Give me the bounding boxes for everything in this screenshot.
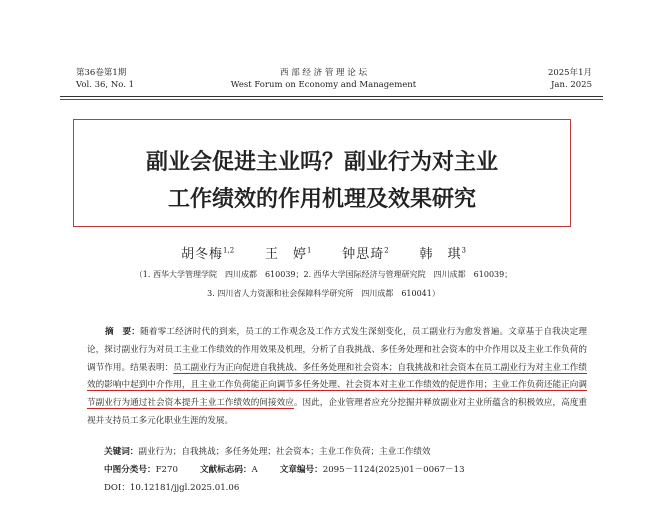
affiliation-line2: 3. 四川省人力资源和社会保障科学研究所 四川成都 610041） [207, 289, 440, 298]
author-affil-mark: 1 [306, 246, 312, 255]
cls-label: 中图分类号： [104, 465, 156, 475]
doc-code-label: 文献标志码： [199, 465, 252, 475]
affiliation-line1: （1. 西华大学管理学院 四川成都 610039；2. 西华大学国际经济与管理研究院 四川成都 610039； [134, 270, 513, 279]
abstract-text-end: 。因此，企业管理者应充分挖掘并释放副业对主业所蕴含的积极效应，高度重视并支持员工多元化职业生涯的发展。 [87, 398, 587, 426]
header-date [548, 67, 592, 91]
cls-value: F270 [155, 465, 178, 475]
volume-en: Vol. 36, No. 1 [76, 80, 135, 90]
abstract-label: 摘 要： [105, 327, 141, 337]
author-list [0, 243, 647, 262]
paper-title-line1: 副业会促进主业吗？副业行为对主业 [145, 150, 498, 175]
author-name: 胡冬梅 [181, 247, 224, 262]
author-name: 钟思琦 [342, 247, 385, 262]
article-no-label: 文章编号： [279, 465, 323, 475]
author-name: 王 婷 [264, 247, 307, 262]
journal-cn: 西 部 经 济 管 理 论 坛 [280, 68, 367, 78]
doc-code-value: A [251, 465, 258, 475]
journal-en: West Forum on Economy and Management [230, 80, 417, 90]
author-affil-mark: 1,2 [223, 246, 235, 255]
paper-title-line2: 工作绩效的作用机理及效果研究 [167, 187, 476, 212]
author-affil-mark: 3 [461, 246, 466, 255]
abstract-text: 随着零工经济时代的到来，员工的工作观念及工作方式发生深刻变化，员工副业行为愈发普遍。文章基于自我决定理论，探讨副业行为对员工主业工作绩效的作用效果及机理，分析了自我挑战、多任务处理和社会资本的中介作用以及主业工作负荷的调节作用。结果表明： [87, 327, 587, 373]
abstract [87, 324, 587, 431]
keywords [104, 445, 431, 457]
keywords-label: 关键词： [104, 447, 139, 457]
volume-cn: 第36卷第1期 [76, 68, 127, 78]
doi: DOI：10.12181/jjgl.2025.01.06 [104, 483, 240, 493]
header-rule-thin [60, 99, 603, 100]
article-no-value: 2095－1124(2025)01－0067－13 [322, 465, 465, 475]
header-rule-thick [60, 96, 603, 97]
author-name: 韩 琪 [419, 247, 462, 262]
date-en: Jan. 2025 [551, 80, 592, 90]
author-affil-mark: 2 [384, 246, 389, 255]
classification [104, 463, 465, 475]
abstract-highlight: 员工副业行为正向促进自我挑战、多任务处理和社会资本；自我挑战和社会资本在员工副业行为对主业工作绩效的影响中起到中介作用，且主业工作负荷能正向调节多任务处理、社会资本对主业工作绩效的促进作用；主业工作负荷还能正向调节副业行为通过社会资本提升主业工作绩效的间接效应 [87, 362, 587, 409]
date-cn: 2025年1月 [547, 68, 592, 78]
keywords-value: 副业行为；自我挑战；多任务处理；社会资本；主业工作负荷；主业工作绩效 [138, 447, 431, 457]
